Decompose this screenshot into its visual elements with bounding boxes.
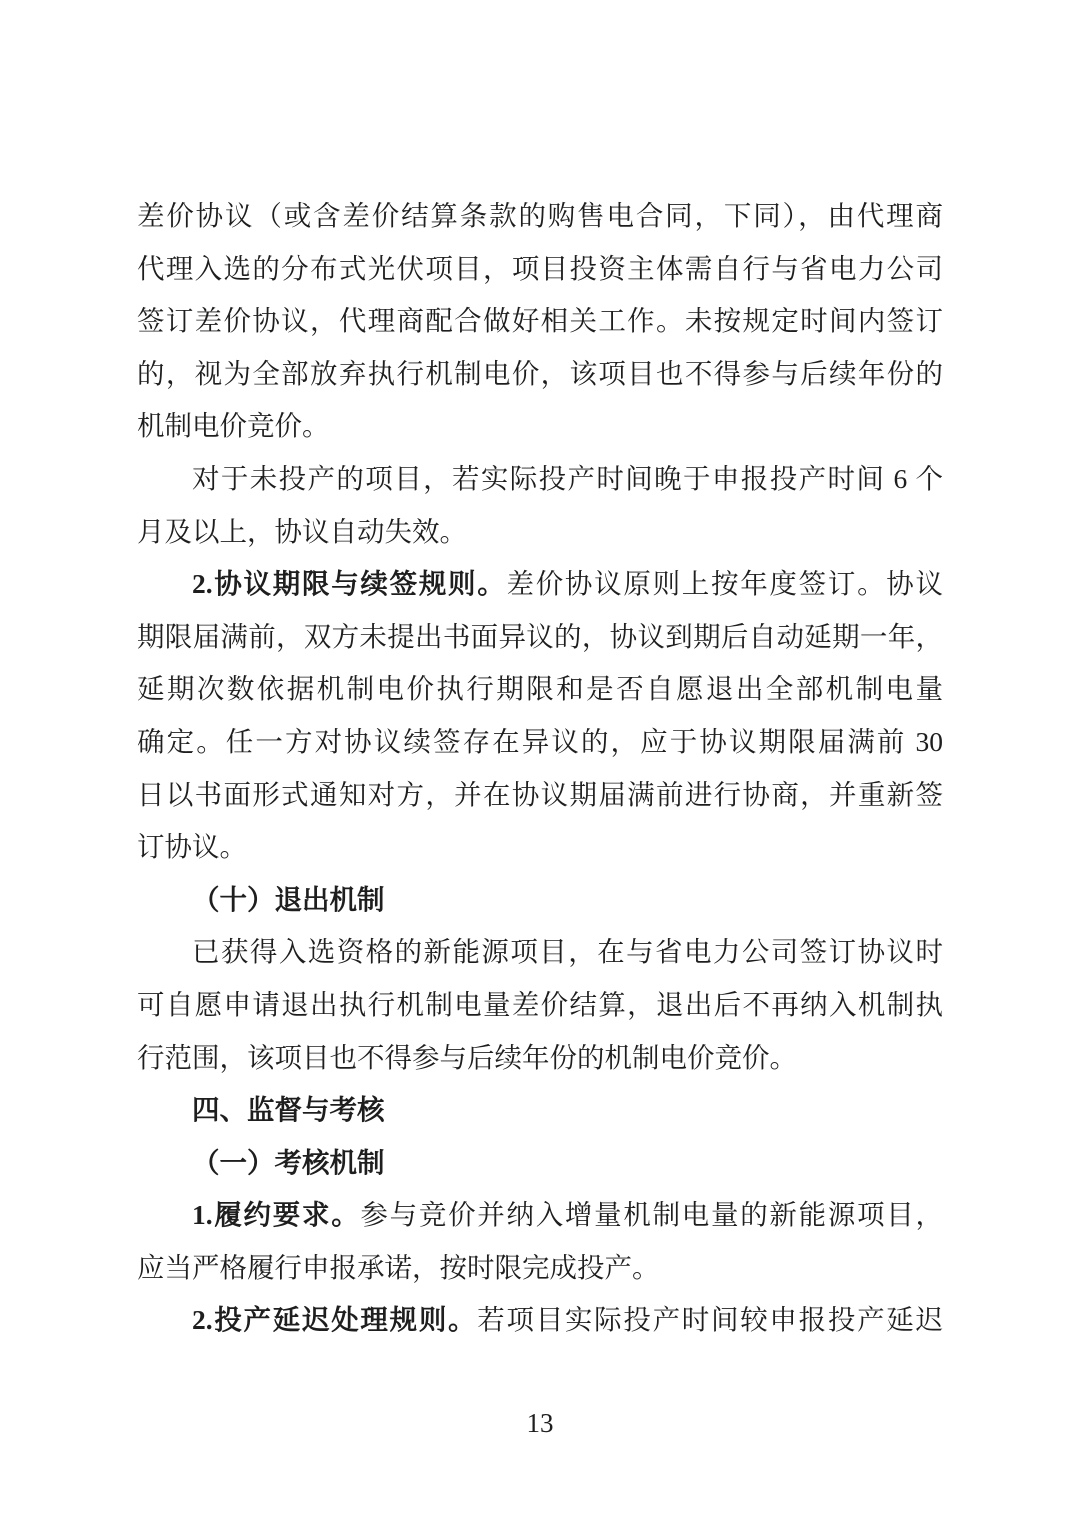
paragraph-line-performance-requirement <box>137 1189 943 1242</box>
page-number: 13 <box>526 1408 554 1438</box>
paragraph-line <box>137 506 943 559</box>
heading-assessment-mechanism <box>137 1137 943 1190</box>
body-text: 差价协议原则上按年度签订。协议 <box>506 568 944 600</box>
body-text: 机制电价竞价。 <box>137 410 330 442</box>
paragraph-line <box>137 821 943 874</box>
body-text: 代理入选的分布式光伏项目，项目投资主体需自行与省电力公司 <box>137 252 943 284</box>
paragraph-line <box>137 243 943 296</box>
body-text: 参与竞价并纳入增量机制电量的新能源项目， <box>360 1199 944 1231</box>
paragraph-line <box>137 453 943 506</box>
paragraph-line <box>137 926 943 979</box>
clause-title-renewal-rule: 2.协议期限与续签规则。 <box>192 568 507 600</box>
paragraph-line <box>137 1242 943 1295</box>
body-text: 差价协议（或含差价结算条款的购售电合同，下同），由代理商 <box>137 200 943 231</box>
clause-title-delay-rule: 2.投产延迟处理规则。 <box>192 1304 478 1336</box>
body-text: 期限届满前，双方未提出书面异议的，协议到期后自动延期一年， <box>137 620 943 652</box>
paragraph-line <box>137 979 943 1032</box>
paragraph-line <box>137 295 943 348</box>
body-text: 已获得入选资格的新能源项目，在与省电力公司签订协议时 <box>192 936 943 968</box>
body-text: 若项目实际投产时间较申报投产延迟 <box>477 1304 944 1336</box>
heading-text: （一）考核机制 <box>192 1146 385 1178</box>
paragraph-line-delay-rule <box>137 1294 943 1347</box>
paragraph-line <box>137 1032 943 1085</box>
clause-title-performance-requirement: 1.履约要求。 <box>192 1199 361 1231</box>
heading-supervision-assessment <box>137 1084 943 1137</box>
body-text: 延期次数依据机制电价执行期限和是否自愿退出全部机制电量 <box>137 673 943 705</box>
body-text: 的，视为全部放弃执行机制电价，该项目也不得参与后续年份的 <box>137 357 943 389</box>
body-text: 签订差价协议，代理商配合做好相关工作。未按规定时间内签订 <box>137 305 943 337</box>
body-text: 可自愿申请退出执行机制电量差价结算，退出后不再纳入机制执 <box>137 988 943 1020</box>
heading-text: （十）退出机制 <box>192 883 385 915</box>
paragraph-line <box>137 400 943 453</box>
body-text: 日以书面形式通知对方，并在协议期届满前进行协商，并重新签 <box>137 778 943 810</box>
paragraph-line <box>137 769 943 822</box>
body-text: 确定。任一方对协议续签存在异议的，应于协议期限届满前 30 <box>137 725 943 757</box>
paragraph-line <box>137 663 943 716</box>
paragraph-line <box>137 190 943 243</box>
body-text: 月及以上，协议自动失效。 <box>137 515 467 547</box>
document-text-block <box>137 190 943 1347</box>
paragraph-line-renewal-rule <box>137 558 943 611</box>
heading-text: 四、监督与考核 <box>192 1094 385 1126</box>
paragraph-line <box>137 348 943 401</box>
paragraph-line <box>137 611 943 664</box>
body-text: 应当严格履行申报承诺，按时限完成投产。 <box>137 1251 660 1283</box>
body-text: 订协议。 <box>137 831 247 863</box>
paragraph-line <box>137 716 943 769</box>
body-text: 行范围，该项目也不得参与后续年份的机制电价竞价。 <box>137 1041 797 1073</box>
heading-exit-mechanism <box>137 874 943 927</box>
body-text: 对于未投产的项目，若实际投产时间晚于申报投产时间 6 个 <box>192 462 943 494</box>
